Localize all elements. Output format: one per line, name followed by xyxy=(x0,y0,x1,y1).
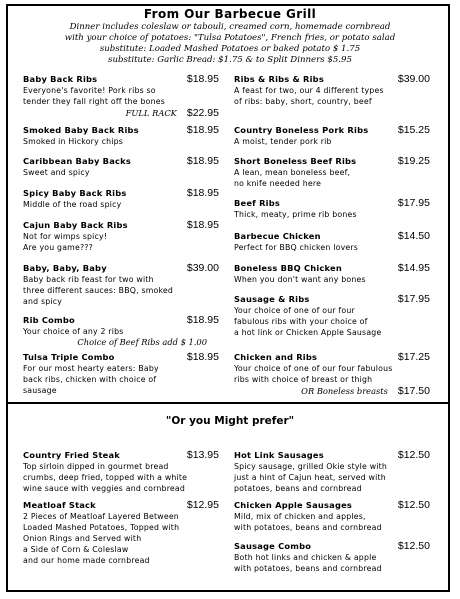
menu-item-header xyxy=(234,124,430,136)
menu-item-description: A feast for two, our 4 different types xyxy=(234,86,384,95)
menu-item-name: Short Boneless Beef Ribs xyxy=(234,156,357,166)
menu-item-header xyxy=(234,73,430,85)
menu-item-option xyxy=(234,385,430,397)
menu-item-description: and spicy xyxy=(23,297,63,306)
menu-item-price: $13.95 xyxy=(186,449,219,461)
menu-item-header xyxy=(234,351,430,363)
menu-item-description: When you don't want any bones xyxy=(234,275,366,284)
menu-item-description: Are you game??? xyxy=(23,243,93,252)
menu-item-description: Thick, meaty, prime rib bones xyxy=(234,210,357,219)
intro-line: with your choice of potatoes: "Tulsa Potatoes", French fries, or potato salad xyxy=(64,33,396,43)
menu-title: From Our Barbecue Grill xyxy=(143,7,317,21)
menu-item-name: Country Fried Steak xyxy=(23,450,120,460)
menu-item-name: Tulsa Triple Combo xyxy=(23,352,115,362)
menu-item-header xyxy=(23,187,219,199)
menu-item-header xyxy=(23,449,219,461)
menu-item-description: Onion Rings and Served with xyxy=(23,534,142,543)
menu-item-description: and our home made cornbread xyxy=(23,556,150,565)
menu-item-price: $18.95 xyxy=(186,73,219,85)
menu-item-name: Country Boneless Pork Ribs xyxy=(234,125,369,135)
menu-item xyxy=(23,155,219,178)
menu-item-price: $17.95 xyxy=(397,293,430,305)
menu-item-description: For our most hearty eaters: Baby xyxy=(23,364,159,373)
menu-item xyxy=(23,187,219,210)
menu-item-price: $17.25 xyxy=(397,351,430,363)
menu-item xyxy=(23,262,219,307)
menu-item-name: Rib Combo xyxy=(23,315,75,325)
menu-item-description: Perfect for BBQ chicken lovers xyxy=(234,243,359,252)
menu-item-option-label: OR Boneless breasts xyxy=(301,386,388,396)
menu-item-description: Middle of the road spicy xyxy=(23,200,122,209)
menu-item-name: Caribbean Baby Backs xyxy=(23,156,131,166)
menu-item xyxy=(234,540,430,574)
menu-item-header xyxy=(23,219,219,231)
menu-item xyxy=(234,197,430,220)
menu-item xyxy=(23,499,219,566)
menu-item-description: sausage xyxy=(23,386,57,395)
menu-item-description: ribs with choice of breast or thigh xyxy=(234,375,373,384)
menu-item xyxy=(23,351,219,396)
menu-item-price: $14.95 xyxy=(397,262,430,274)
menu-item-name: Hot Link Sausages xyxy=(234,450,324,460)
menu-item-description: no knife needed here xyxy=(234,179,322,188)
menu-item-name: Spicy Baby Back Ribs xyxy=(23,188,127,198)
menu-item-price: $15.25 xyxy=(397,124,430,136)
menu-item-description: 2 Pieces of Meatloaf Layered Between xyxy=(23,512,179,521)
menu-item-price: $12.50 xyxy=(397,449,430,461)
menu-item-price: $12.95 xyxy=(186,499,219,511)
menu-item-description: crumbs, deep fried, topped with a white xyxy=(23,473,188,482)
menu-item-header xyxy=(234,155,430,167)
menu-item-description: Your choice of any 2 ribs xyxy=(23,327,124,336)
menu-item-name: Sausage Combo xyxy=(234,541,312,551)
menu-item-name: Cajun Baby Back Ribs xyxy=(23,220,128,230)
menu-item-price: $18.95 xyxy=(186,187,219,199)
intro-line: Dinner includes coleslaw or tabouli, creamed corn, homemade cornbread xyxy=(69,22,391,32)
menu-item-description: with potatoes, beans and cornbread xyxy=(234,523,382,532)
menu-item-name: Ribs & Ribs & Ribs xyxy=(234,74,324,84)
menu-item-price: $18.95 xyxy=(186,155,219,167)
menu-item-name: Beef Ribs xyxy=(234,198,280,208)
menu-item-description: tender they fall right off the bones xyxy=(23,97,165,106)
menu-item-description: Top sirloin dipped in gourmet bread xyxy=(23,462,169,471)
menu-item-description: A moist, tender pork rib xyxy=(234,137,332,146)
menu-item-header xyxy=(234,230,430,242)
menu-item-header xyxy=(234,262,430,274)
menu-item-description: just a hint of Cajun heat, served with xyxy=(234,473,386,482)
menu-item-name: Baby Back Ribs xyxy=(23,74,98,84)
menu-item-description: Loaded Mashed Potatoes, Topped with xyxy=(23,523,180,532)
menu-item xyxy=(234,73,430,107)
menu-item xyxy=(234,124,430,147)
menu-item-description: Smoked in Hickory chips xyxy=(23,137,123,146)
menu-item-description: Baby back rib feast for two with xyxy=(23,275,154,284)
menu-item-price: $18.95 xyxy=(186,351,219,363)
menu-item-description: potatoes, beans and cornbread xyxy=(234,484,362,493)
menu-item-header xyxy=(234,540,430,552)
menu-item-option-price: $17.50 xyxy=(397,385,430,397)
menu-item-price: $12.50 xyxy=(397,540,430,552)
menu-item-header xyxy=(234,499,430,511)
menu-item xyxy=(234,262,430,285)
menu-item-description: Your choice of one of our four xyxy=(234,306,355,315)
menu-item-name: Smoked Baby Back Ribs xyxy=(23,125,139,135)
menu-item-description: Mild, mix of chicken and apples, xyxy=(234,512,366,521)
menu-item-name: Sausage & Ribs xyxy=(234,294,310,304)
section-divider xyxy=(6,402,450,404)
menu-item xyxy=(234,155,430,189)
menu-item xyxy=(234,351,430,397)
menu-item-header xyxy=(234,293,430,305)
menu-item-price: $39.00 xyxy=(186,262,219,274)
menu-item-option-label: FULL RACK xyxy=(125,108,177,118)
menu-item xyxy=(23,73,219,119)
menu-item-description: Your choice of one of our four fabulous xyxy=(234,364,393,373)
menu-item-description: wine sauce with veggies and cornbread xyxy=(23,484,186,493)
menu-item-description: A lean, mean boneless beef, xyxy=(234,168,351,177)
menu-item xyxy=(23,124,219,147)
menu-item-header xyxy=(23,155,219,167)
menu-item-price: $18.95 xyxy=(186,124,219,136)
menu-item-header xyxy=(234,449,430,461)
menu-item-name: Barbecue Chicken xyxy=(234,231,321,241)
menu-item-option-price: $22.95 xyxy=(186,107,219,119)
menu-item-description: three different sauces: BBQ, smoked xyxy=(23,286,174,295)
menu-item-header xyxy=(23,351,219,363)
menu-item-price: $17.95 xyxy=(397,197,430,209)
menu-item-price: $19.25 xyxy=(397,155,430,167)
menu-item-header xyxy=(23,124,219,136)
menu-item-price: $18.95 xyxy=(186,219,219,231)
menu-item-name: Meatloaf Stack xyxy=(23,500,96,510)
menu-item xyxy=(234,499,430,533)
menu-item-description: of ribs: baby, short, country, beef xyxy=(234,97,372,106)
menu-item-option xyxy=(23,107,219,119)
menu-item xyxy=(234,230,430,253)
menu-item-name: Chicken and Ribs xyxy=(234,352,318,362)
menu-item-name: Chicken Apple Sausages xyxy=(234,500,353,510)
menu-item xyxy=(234,293,430,338)
menu-item-description: Sweet and spicy xyxy=(23,168,90,177)
menu-item-price: $14.50 xyxy=(397,230,430,242)
menu-item-price: $39.00 xyxy=(397,73,430,85)
menu-item-description: Not for wimps spicy! xyxy=(23,232,108,241)
menu-item-description: fabulous ribs with your choice of xyxy=(234,317,368,326)
menu-item-description: with potatoes, beans and cornbread xyxy=(234,564,382,573)
menu-item-description: back ribs, chicken with choice of xyxy=(23,375,157,384)
menu-item-name: Boneless BBQ Chicken xyxy=(234,263,342,273)
menu-item-description: a Side of Corn & Coleslaw xyxy=(23,545,129,554)
menu-item-header xyxy=(23,73,219,85)
menu-item xyxy=(23,219,219,253)
menu-item-header xyxy=(23,262,219,274)
menu-item-header xyxy=(23,314,219,326)
menu-item-description: Spicy sausage, grilled Okie style with xyxy=(234,462,388,471)
menu-item-header xyxy=(23,499,219,511)
menu-item xyxy=(23,314,219,347)
section-subheader: "Or you Might prefer" xyxy=(165,415,295,427)
menu-item-description: a hot link or Chicken Apple Sausage xyxy=(234,328,382,337)
menu-item-price: $18.95 xyxy=(186,314,219,326)
menu-item-description: Everyone's favorite! Pork ribs so xyxy=(23,86,156,95)
menu-item-option: Choice of Beef Ribs add $ 1.00 xyxy=(77,337,207,347)
intro-line: substitute: Loaded Mashed Potatoes or baked potato $ 1.75 xyxy=(99,44,361,54)
menu-item xyxy=(234,449,430,494)
intro-line: substitute: Garlic Bread: $1.75 & to Split Dinners $5.95 xyxy=(108,55,352,65)
menu-item-description: Both hot links and chicken & apple xyxy=(234,553,377,562)
menu-item-price: $12.50 xyxy=(397,499,430,511)
menu-item xyxy=(23,449,219,494)
menu-item-header xyxy=(234,197,430,209)
menu-item-name: Baby, Baby, Baby xyxy=(23,263,107,273)
